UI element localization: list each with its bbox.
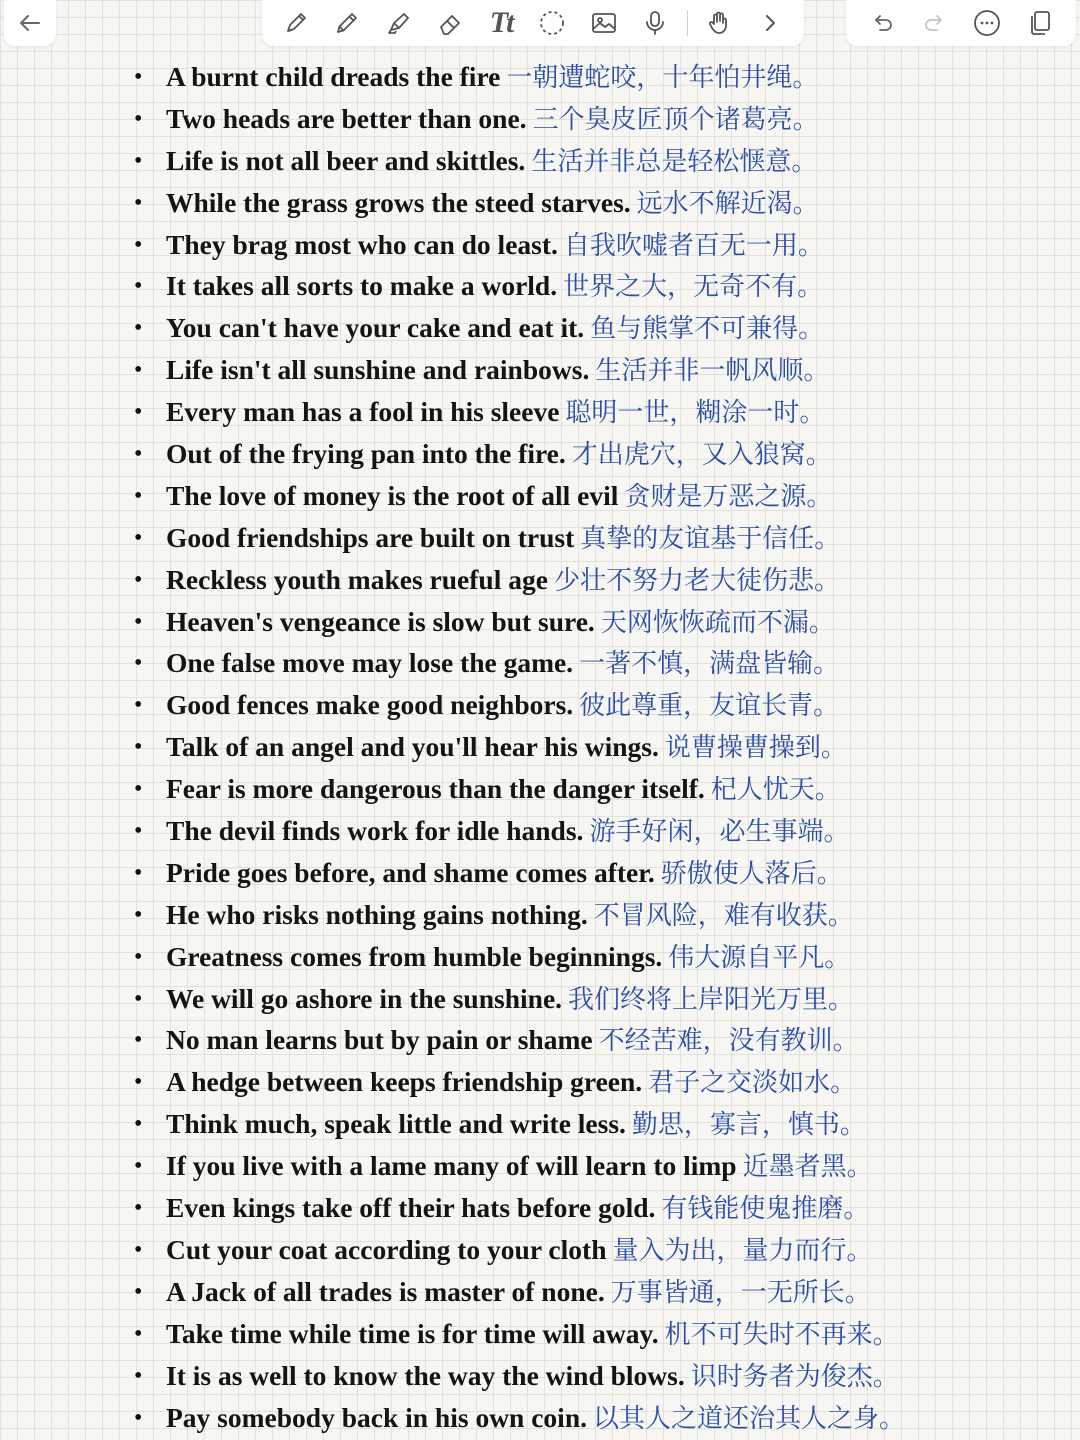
undo-icon — [867, 8, 897, 38]
proverb-item — [0, 559, 1080, 601]
back-toolbar — [4, 0, 56, 46]
back-button[interactable] — [10, 3, 50, 43]
chinese-translation: 识时务者为俊杰。 — [690, 1361, 899, 1392]
bullet: • — [134, 608, 143, 635]
bullet: • — [134, 985, 143, 1012]
proverb-item — [0, 224, 1080, 266]
english-proverb: Heaven's vengeance is slow but sure. — [166, 605, 595, 637]
english-proverb: Good friendships are built on trust — [166, 521, 575, 553]
english-proverb: If you live with a lame many of will learn to limp — [166, 1150, 737, 1182]
english-proverb: Out of the frying pan into the fire. — [166, 438, 566, 470]
bullet: • — [134, 818, 143, 845]
audio-record-button[interactable] — [635, 3, 675, 43]
chinese-translation: 真挚的友谊基于信任。 — [580, 523, 841, 554]
actions-toolbar — [846, 0, 1076, 46]
chinese-translation: 才出虎穴，又入狼窝。 — [571, 440, 832, 471]
bullet: • — [134, 901, 143, 928]
english-proverb: Take time while time is for time will away. — [166, 1317, 659, 1349]
bullet: • — [134, 273, 143, 300]
english-proverb: Think much, speak little and write less. — [166, 1108, 626, 1140]
proverb-item — [0, 1145, 1080, 1187]
chinese-translation: 生活并非一帆风顺。 — [595, 356, 830, 387]
tools-toolbar — [262, 0, 804, 46]
proverb-item — [0, 810, 1080, 852]
more-icon — [972, 8, 1002, 38]
proverb-item — [0, 433, 1080, 475]
english-proverb: While the grass grows the steed starves. — [166, 186, 631, 218]
chinese-translation: 聪明一世，糊涂一时。 — [565, 398, 826, 429]
proverb-item — [0, 1187, 1080, 1229]
chinese-translation: 伟大源自平凡。 — [668, 942, 851, 973]
proverb-item — [0, 978, 1080, 1020]
toolbar-separator — [687, 10, 688, 36]
pencil-icon — [332, 8, 362, 38]
chinese-translation: 君子之交淡如水。 — [648, 1068, 857, 1099]
chinese-translation: 游手好闲，必生事端。 — [589, 817, 850, 848]
english-proverb: It takes all sorts to make a world. — [166, 270, 558, 302]
redo-button[interactable] — [915, 3, 955, 43]
english-proverb: Pride goes before, and shame comes after. — [166, 856, 655, 888]
chevron-right-icon — [758, 11, 782, 35]
english-proverb: Life isn't all sunshine and rainbows. — [166, 354, 590, 386]
chinese-translation: 生活并非总是轻松惬意。 — [531, 146, 818, 177]
proverb-item — [0, 1313, 1080, 1355]
chinese-translation: 彼此尊重，友谊长青。 — [579, 691, 840, 722]
more-tools-button[interactable] — [750, 3, 790, 43]
proverb-item — [0, 894, 1080, 936]
proverb-item — [0, 517, 1080, 559]
proverb-item — [0, 1355, 1080, 1397]
undo-button[interactable] — [862, 3, 902, 43]
bullet: • — [134, 776, 143, 803]
bullet: • — [134, 482, 143, 509]
bullet: • — [134, 1027, 143, 1054]
english-proverb: The devil finds work for idle hands. — [166, 815, 584, 847]
chinese-translation: 自我吹嘘者百无一用。 — [563, 230, 824, 261]
lasso-icon — [537, 8, 567, 38]
chinese-translation: 不经苦难，没有教训。 — [598, 1026, 859, 1057]
bullet: • — [134, 650, 143, 677]
proverb-item — [0, 642, 1080, 684]
bullet: • — [134, 357, 143, 384]
english-proverb: Two heads are better than one. — [166, 102, 527, 134]
english-proverb: Life is not all beer and skittles. — [166, 144, 526, 176]
proverb-item — [0, 98, 1080, 140]
bullet: • — [134, 1153, 143, 1180]
bullet: • — [134, 859, 143, 886]
proverb-item — [0, 140, 1080, 182]
english-proverb: They brag most who can do least. — [166, 228, 558, 260]
bullet: • — [134, 692, 143, 719]
bullet: • — [134, 64, 143, 90]
more-options-button[interactable] — [967, 3, 1007, 43]
english-proverb: Pay somebody back in his own coin. — [166, 1401, 587, 1433]
chinese-translation: 万事皆通，一无所长。 — [610, 1277, 871, 1308]
pages-icon — [1025, 8, 1055, 38]
english-proverb: Greatness comes from humble beginnings. — [166, 940, 663, 972]
chinese-translation: 近墨者黑。 — [742, 1152, 873, 1183]
bullet: • — [134, 105, 143, 132]
bullet: • — [134, 1111, 143, 1138]
chinese-translation: 一著不慎，满盘皆输。 — [579, 649, 840, 680]
proverb-list — [0, 56, 1080, 1438]
english-proverb: Good fences make good neighbors. — [166, 689, 574, 721]
chinese-translation: 说曹操曹操到。 — [664, 733, 847, 764]
proverb-item — [0, 852, 1080, 894]
proverb-item — [0, 1019, 1080, 1061]
proverb-item — [0, 726, 1080, 768]
chinese-translation: 少壮不努力老大徒伤悲。 — [553, 565, 840, 596]
chinese-translation: 勤思，寡言，慎书。 — [631, 1110, 866, 1141]
chinese-translation: 骄傲使人落后。 — [660, 858, 843, 889]
proverb-item — [0, 182, 1080, 224]
proverb-item — [0, 475, 1080, 517]
pen-icon — [281, 8, 311, 38]
english-proverb: A burnt child dreads the fire — [166, 61, 501, 92]
eraser-icon — [435, 8, 465, 38]
english-proverb: He who risks nothing gains nothing. — [166, 898, 588, 930]
microphone-icon — [640, 8, 670, 38]
hand-gesture-icon — [704, 8, 734, 38]
bullet: • — [134, 566, 143, 593]
proverb-item — [0, 1103, 1080, 1145]
english-proverb: A hedge between keeps friendship green. — [166, 1066, 643, 1098]
bullet: • — [134, 1069, 143, 1096]
bullet: • — [134, 734, 143, 761]
english-proverb: Every man has a fool in his sleeve — [166, 396, 560, 428]
proverb-item — [0, 1397, 1080, 1439]
proverb-item — [0, 1061, 1080, 1103]
proverb-item — [0, 307, 1080, 349]
bullet: • — [134, 315, 143, 342]
pen-tool-button[interactable] — [276, 3, 316, 43]
english-proverb: The love of money is the root of all evil — [166, 479, 619, 511]
chinese-translation: 量入为出，量力而行。 — [612, 1235, 873, 1266]
english-proverb: It is as well to know the way the wind blows. — [166, 1359, 685, 1391]
proverb-item — [0, 349, 1080, 391]
bullet: • — [134, 231, 143, 258]
bullet: • — [134, 1236, 143, 1263]
gesture-tool-button[interactable] — [699, 3, 739, 43]
chinese-translation: 贪财是万恶之源。 — [624, 481, 833, 512]
chinese-translation: 三个臭皮匠顶个诸葛亮。 — [532, 104, 819, 135]
pages-button[interactable] — [1020, 3, 1060, 43]
chinese-translation: 不冒风险，难有收获。 — [593, 900, 854, 931]
highlighter-tool-button[interactable] — [378, 3, 418, 43]
english-proverb: Fear is more dangerous than the danger itself. — [166, 773, 705, 805]
chinese-translation: 远水不解近渴。 — [636, 188, 819, 219]
proverb-item — [0, 768, 1080, 810]
english-proverb: We will go ashore in the sunshine. — [166, 982, 563, 1014]
chinese-translation: 天网恢恢疏而不漏。 — [600, 607, 835, 638]
redo-icon — [920, 8, 950, 38]
bullet: • — [134, 1362, 143, 1389]
image-tool-button[interactable] — [584, 3, 624, 43]
bullet: • — [134, 943, 143, 970]
chinese-translation: 我们终将上岸阳光万里。 — [568, 984, 855, 1015]
bullet: • — [134, 147, 143, 174]
highlighter-icon — [383, 8, 413, 38]
proverb-item — [0, 265, 1080, 307]
bullet: • — [134, 1320, 143, 1347]
bullet: • — [134, 1195, 143, 1222]
proverb-item — [0, 684, 1080, 726]
english-proverb: A Jack of all trades is master of none. — [166, 1275, 605, 1307]
english-proverb: Talk of an angel and you'll hear his wings. — [166, 731, 659, 763]
chinese-translation: 有钱能使鬼推磨。 — [661, 1194, 870, 1225]
bullet: • — [134, 1404, 143, 1431]
image-icon — [589, 8, 619, 38]
text-tool-icon: Tt — [489, 6, 513, 39]
bullet: • — [134, 524, 143, 551]
proverb-item — [0, 936, 1080, 978]
proverb-item — [0, 391, 1080, 433]
chinese-translation: 世界之大，无奇不有。 — [563, 272, 824, 303]
bullet: • — [134, 189, 143, 216]
chinese-translation: 机不可失时不再来。 — [664, 1319, 899, 1350]
english-proverb: Even kings take off their hats before gold. — [166, 1192, 656, 1224]
chinese-translation: 一朝遭蛇咬，十年怕井绳。 — [506, 63, 819, 93]
bullet: • — [134, 1278, 143, 1305]
english-proverb: No man learns but by pain or shame — [166, 1024, 593, 1056]
bullet: • — [134, 399, 143, 426]
text-tool-button[interactable] — [481, 3, 521, 43]
pencil-tool-button[interactable] — [327, 3, 367, 43]
proverb-item — [0, 56, 1080, 98]
chinese-translation: 以其人之道还治其人之身。 — [593, 1403, 906, 1434]
chinese-translation: 杞人忧天。 — [710, 775, 841, 806]
back-arrow-icon — [15, 8, 45, 38]
proverb-item — [0, 1229, 1080, 1271]
proverb-item — [0, 601, 1080, 643]
bullet: • — [134, 441, 143, 468]
english-proverb: Reckless youth makes rueful age — [166, 563, 548, 595]
proverb-item — [0, 1271, 1080, 1313]
english-proverb: One false move may lose the game. — [166, 647, 574, 679]
english-proverb: Cut your coat according to your cloth — [166, 1233, 607, 1265]
chinese-translation: 鱼与熊掌不可兼得。 — [590, 314, 825, 345]
lasso-tool-button[interactable] — [532, 3, 572, 43]
english-proverb: You can't have your cake and eat it. — [166, 312, 585, 344]
eraser-tool-button[interactable] — [430, 3, 470, 43]
